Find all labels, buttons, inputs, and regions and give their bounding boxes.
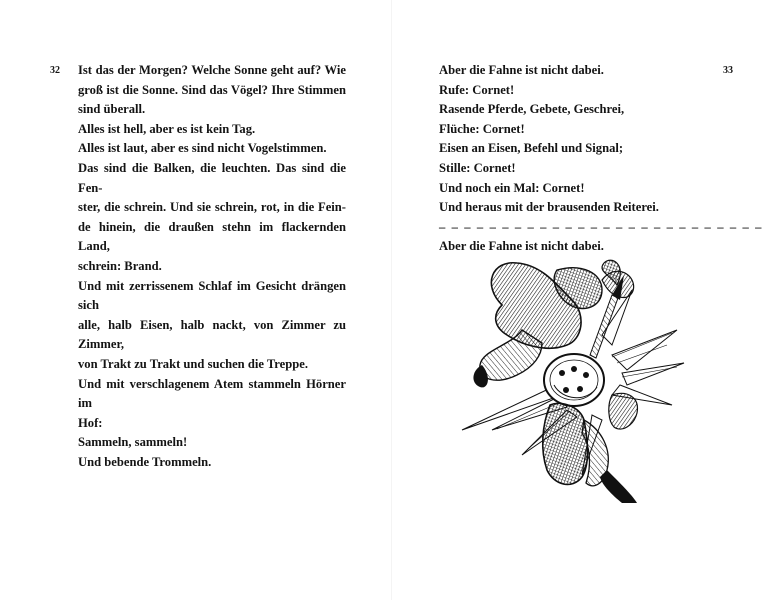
text-line: Und mit zerrissenem Schlaf im Gesicht drängen sich xyxy=(78,278,346,313)
text-line: Hof: xyxy=(78,415,103,430)
left-page-text xyxy=(78,61,346,472)
text-line: Und noch ein Mal: Cornet! xyxy=(439,180,585,195)
text-line: schrein: Brand. xyxy=(78,258,162,273)
text-line: Aber die Fahne ist nicht dabei. xyxy=(439,63,604,77)
engraving-illustration xyxy=(462,245,684,507)
text-line: de hinein, die draußen stehn im flackernden Land, xyxy=(78,219,346,254)
text-line: Alles ist hell, aber es ist kein Tag. xyxy=(78,121,256,136)
text-line: ster, die schrein. Und sie schrein, rot, in die Fein- xyxy=(78,200,346,215)
text-line: Sammeln, sammeln! xyxy=(78,435,188,450)
text-line: Alles ist laut, aber es sind nicht Vogelstimmen. xyxy=(78,141,327,156)
text-line: sind überall. xyxy=(78,102,146,117)
legs xyxy=(543,393,638,503)
text-line: Das sind die Balken, die leuchten. Das sind die Fen- xyxy=(78,160,346,195)
right-page-number: 33 xyxy=(723,65,733,76)
text-line: Eisen an Eisen, Befehl und Signal; xyxy=(439,141,624,156)
dashed-separator: – – – – – – – – – – – – – – – – – – – – – – – – – – xyxy=(439,219,764,234)
text-line: Ist das der Morgen? Welche Sonne geht auf? Wie xyxy=(78,63,346,77)
closing-line: Aber die Fahne ist nicht dabei. xyxy=(439,239,604,254)
right-page xyxy=(392,0,783,600)
left-page-number: 32 xyxy=(50,65,60,76)
text-line: Und mit verschlagenem Atem stammeln Hörner im xyxy=(78,376,346,411)
text-line: groß ist die Sonne. Sind das Vögel? Ihre Stimmen xyxy=(78,82,346,97)
text-line: Stille: Cornet! xyxy=(439,160,516,175)
shield xyxy=(544,354,604,406)
text-line: Rufe: Cornet! xyxy=(439,82,515,97)
text-line: Flüche: Cornet! xyxy=(439,121,525,136)
left-page xyxy=(0,0,391,600)
text-line: Rasende Pferde, Gebete, Geschrei, xyxy=(439,102,625,117)
text-line: Und heraus mit der brausenden Reiterei. xyxy=(439,200,659,215)
text-line: alle, halb Eisen, halb nackt, von Zimmer zu Zimmer, xyxy=(78,317,346,352)
text-line: von Trakt zu Trakt und suchen die Treppe. xyxy=(78,356,309,371)
text-line: Und bebende Trommeln. xyxy=(78,454,212,469)
